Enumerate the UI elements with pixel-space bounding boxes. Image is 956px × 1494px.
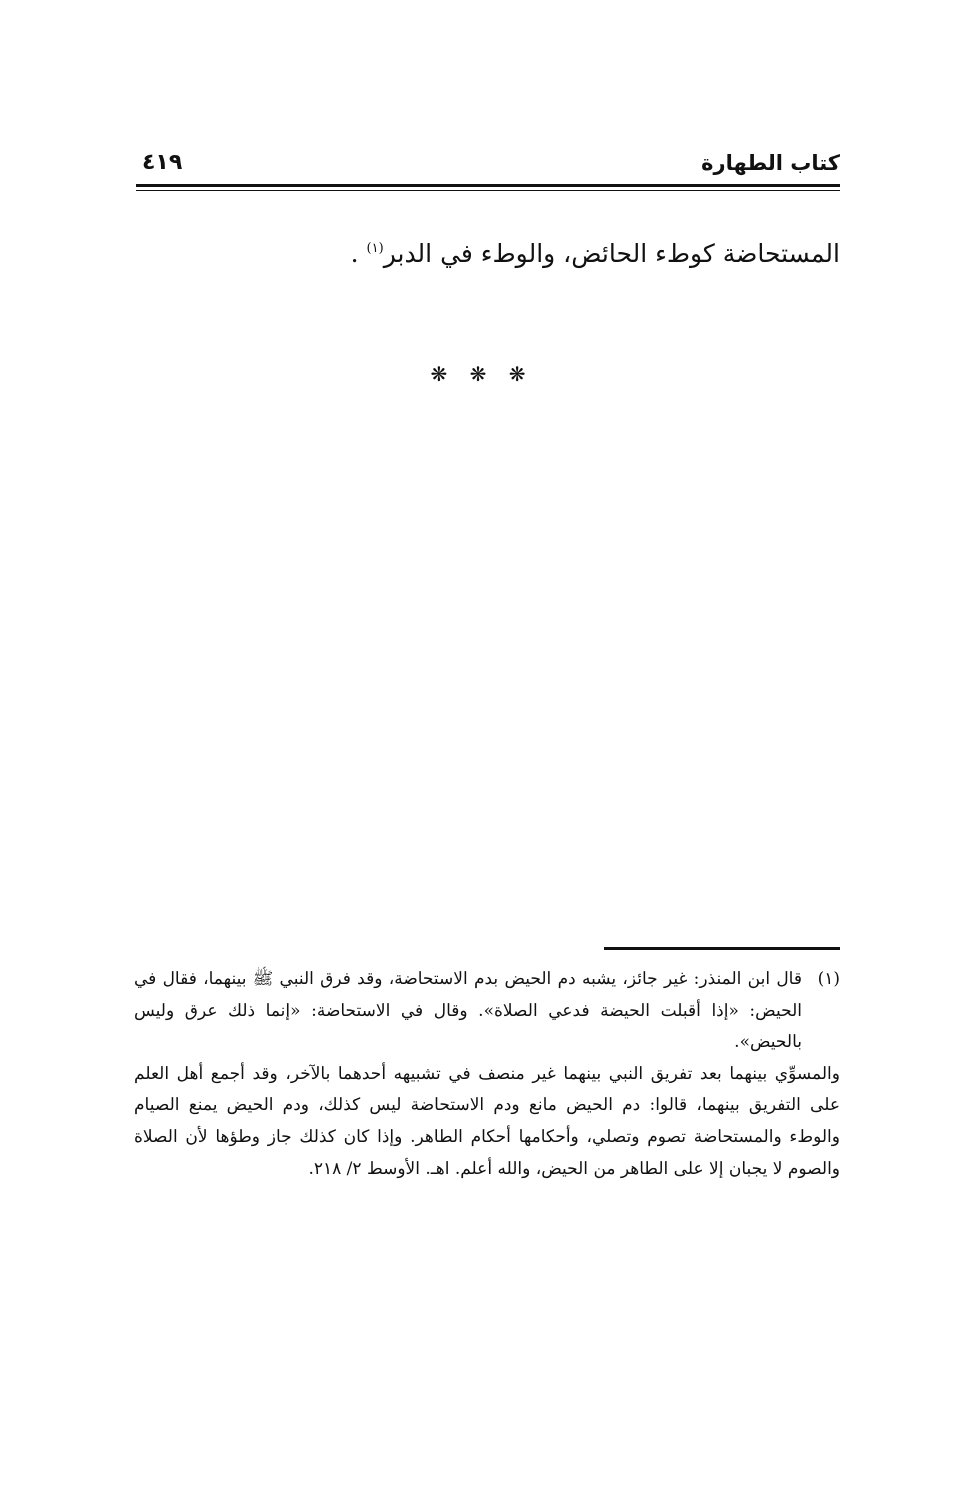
footnote-rule bbox=[604, 947, 840, 950]
footnotes bbox=[134, 964, 840, 1185]
body-text-end: . bbox=[350, 239, 367, 268]
body-text bbox=[136, 232, 840, 276]
footnote-paragraph: قال ابن المنذر: غير جائز، يشبه دم الحيض بدم الاستحاضة، وقد فرق النبي ﷺ بينهما، فقال في الحيض: «إذا أقبلت الحيضة فدعي الصلاة». وقال في الاستحاضة: «إنما ذلك عرق وليس بالحيض». bbox=[134, 969, 802, 1053]
footnote-paragraph: والمسوِّي بينهما بعد تفريق النبي بينهما غير منصف في تشبيهه أحدهما بالآخر، وقد أجمع أهل العلم على التفريق بينهما، قالوا: دم الحيض مانع ودم الاستحاضة ليس كذلك، ودم الحيض يمنع الصيام والوطء والمستحاضة تصوم وتصلي، وأحكامها أحكام الطاهر. وإذا كان كذلك جاز وطؤها لأن الصلاة والصوم لا يجبان إلا على الطاهر من الحيض، والله أعلم. اهـ. الأوسط ٢/ ٢١٨. bbox=[134, 1063, 840, 1179]
asterism-glyph: ❋ bbox=[469, 362, 487, 386]
asterism-glyph: ❋ bbox=[508, 362, 526, 386]
section-separator bbox=[0, 360, 956, 388]
footnote-item bbox=[134, 964, 840, 1059]
book-title: كتاب الطهارة bbox=[701, 151, 840, 175]
page-number: ٤١٩ bbox=[142, 150, 183, 175]
header-rule-thin bbox=[136, 190, 840, 191]
footnote-marker: (١) bbox=[817, 969, 840, 989]
footnote-reference: (١) bbox=[366, 241, 384, 256]
asterism-glyph: ❋ bbox=[430, 362, 448, 386]
running-header bbox=[136, 148, 840, 182]
body-text-line: المستحاضة كوطء الحائض، والوطء في الدبر bbox=[383, 239, 840, 268]
header-rule bbox=[136, 184, 840, 187]
